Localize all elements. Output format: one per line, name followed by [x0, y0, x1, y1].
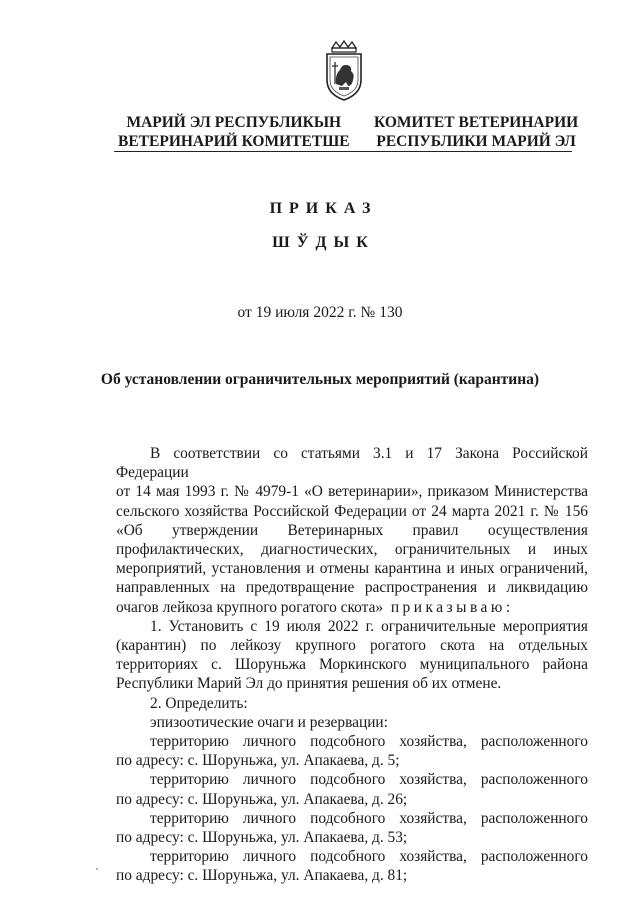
- territory-line: территорию личного подсобного хозяйства, расположенного: [150, 771, 588, 789]
- body-line: мероприятий, установления и отмены карантина и иных ограничений,: [116, 560, 588, 578]
- body-line: «Об утверждении Ветеринарных правил осуществления: [116, 521, 588, 539]
- item1-line: территориях с. Шоруньжа Моркинского муниципального района: [116, 656, 588, 674]
- body-line: [116, 598, 588, 617]
- intro-last: очагов лейкоза крупного рогатого скота»: [116, 598, 384, 616]
- item2-sub-line: эпизоотические очаги и резервации:: [150, 713, 388, 731]
- document-title-ru: ПРИКАЗ: [269, 200, 378, 217]
- item2-line: 2. Определить:: [150, 694, 248, 712]
- header-right: [374, 113, 578, 151]
- item1-line: (карантин) по лейкозу крупного рогатого скота на отдельных: [116, 637, 588, 655]
- scan-speck: [96, 868, 98, 870]
- document-subject: Об установлении ограничительных мероприятий (карантина): [100, 371, 540, 388]
- body-line: сельского хозяйства Российской Федерации от 24 марта 2021 г. № 156: [116, 502, 588, 520]
- document-body: [116, 444, 588, 886]
- item1-line: 1. Установить с 19 июля 2022 г. ограничительные мероприятия: [150, 617, 588, 635]
- mari-el-coat-of-arms-icon: [321, 40, 367, 102]
- body-line: В соответствии со статьями 3.1 и 17 Закона Российской Федерации: [116, 445, 588, 482]
- item1-line: Республики Марий Эл до принятия решения об их отмене.: [116, 675, 502, 693]
- body-line: направленных на предотвращение распространения и ликвидацию: [116, 579, 588, 597]
- body-line: профилактических, диагностических, ограничительных и иных: [116, 541, 588, 559]
- territory-line: территорию личного подсобного хозяйства, расположенного: [150, 848, 588, 866]
- body-line: от 14 мая 1993 г. № 4979-1 «О ветеринарии», приказом Министерства: [116, 483, 588, 501]
- document-title-mari: ШЎДЫК: [272, 234, 375, 251]
- document-date: от 19 июля 2022 г. № 130: [237, 304, 403, 321]
- header-right-line2: РЕСПУБЛИКИ МАРИЙ ЭЛ: [376, 133, 576, 150]
- header-left-line2: ВЕТЕРИНАРИЙ КОМИТЕТШЕ: [118, 133, 350, 150]
- territory-address: по адресу: с. Шоруньжа, ул. Апакаева, д. 81;: [116, 867, 408, 885]
- header-divider: [114, 151, 572, 152]
- header-left: [118, 113, 350, 151]
- header-left-line1: МАРИЙ ЭЛ РЕСПУБЛИКЫН: [126, 114, 342, 131]
- territory-address: по адресу: с. Шоруньжа, ул. Апакаева, д. 5;: [116, 752, 400, 770]
- order-word: приказываю:: [390, 598, 514, 616]
- header-right-line1: КОМИТЕТ ВЕТЕРИНАРИИ: [374, 114, 579, 131]
- territory-line: территорию личного подсобного хозяйства, расположенного: [150, 809, 588, 827]
- territory-address: по адресу: с. Шоруньжа, ул. Апакаева, д. 26;: [116, 790, 408, 808]
- territory-line: территорию личного подсобного хозяйства, расположенного: [150, 733, 588, 751]
- territory-address: по адресу: с. Шоруньжа, ул. Апакаева, д. 53;: [116, 829, 408, 847]
